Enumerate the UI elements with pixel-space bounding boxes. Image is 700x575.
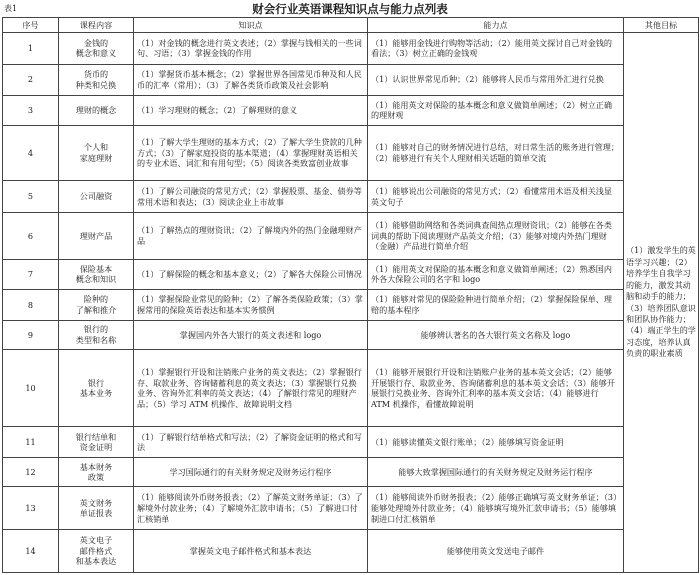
- table-row: [3, 530, 699, 573]
- row-topic: 公司融资: [59, 181, 134, 213]
- header-seq: 序号: [3, 18, 59, 33]
- header-ability: 能力点: [368, 18, 624, 33]
- other-goals: （1）激发学生的英语学习兴趣；（2）培养学生自我学习的能力，激发其动脑和动手的能力；（3）培养团队意识和团队协作能力；（4）端正学生的学习态度，培养认真负责的职业素质: [624, 33, 699, 573]
- row-ability: （1）能够说出公司融资的常见方式；（2）看懂常用术语及相关浅显英文句子: [368, 181, 624, 213]
- row-seq: 10: [3, 350, 59, 427]
- table-label: 表1: [4, 4, 18, 13]
- row-ability: （1）能够阅读外币财务报表；（2）能够正确填写英文财务单证；（3）能够处理境外付款业务；（4）能够填写境外汇款申请书；（5）能够填制进口付汇核销单: [368, 487, 624, 530]
- table-row: [3, 212, 699, 259]
- row-knowledge: （1）了解银行结单格式和写法；（2）了解资金证明的格式和写法: [134, 427, 368, 458]
- row-topic: 基本财务 政策: [59, 457, 134, 486]
- row-knowledge: （1）掌握货币基本概念；（2）掌握世界各国常见币种及和人民币的汇率（常用）；（3）了解各类货币政策及社会影响: [134, 64, 368, 96]
- row-knowledge: （1）了解大学生理财的基本方式；（2）了解大学生贷款的几种方式；（3）了解家庭投资的基本渠道；（4）掌握理财英语相关的专业术语、词汇和有用句型；（5）阅读各类致富创业故事: [134, 125, 368, 181]
- row-topic: 银行的 类型和名称: [59, 320, 134, 349]
- row-ability: （1）能够读懂英文银行账单；（2）能够填写资金证明: [368, 427, 624, 458]
- row-knowledge: （1）能够阅读外币财务报表；（2）了解英文财务单证；（3）了解境外付款业务；（4）了解境外汇款申请书；（5）了解进口付汇核销单: [134, 487, 368, 530]
- row-ability: 能够使用英文发送电子邮件: [368, 530, 624, 573]
- table-row: [3, 457, 699, 486]
- table-row: [3, 33, 699, 65]
- row-ability: （1）能用英文对保险的基本概念和意义做简单阐述；（2）熟悉国内外各大保险公司的名字和 logo: [368, 259, 624, 290]
- table-row: [3, 259, 699, 290]
- row-ability: （1）认识世界常见币种；（2）能够将人民币与常用外汇进行兑换: [368, 64, 624, 96]
- row-topic: 理财的概念: [59, 96, 134, 125]
- table-row: [3, 96, 699, 125]
- row-seq: 2: [3, 64, 59, 96]
- row-seq: 14: [3, 530, 59, 573]
- row-knowledge: （1）掌握银行开设和注销账户业务的英文表达；（2）掌握银行存、取款业务、咨询储蓄利息的英文表达；（3）掌握银行兑换业务、咨询外汇利率的英文表达；（4）了解银行常见的理财产品；（5）学习 ATM 机操作、故障说明文档: [134, 350, 368, 427]
- row-knowledge: 学习国际通行的有关财务规定及财务运行程序: [134, 457, 368, 486]
- table-row: [3, 64, 699, 96]
- row-ability: （1）能用英文对保险的基本概念和意义做简单阐述；（2）树立正确的理财观: [368, 96, 624, 125]
- row-ability: 能够辨认著名的各大银行英文名称及 logo: [368, 320, 624, 349]
- header-knowledge: 知识点: [134, 18, 368, 33]
- row-topic: 险种的 了解和推介: [59, 290, 134, 321]
- row-knowledge: （1）对金钱的概念进行英文表述；（2）掌握与钱相关的一些词句、习语；（3）掌握金钱的作用: [134, 33, 368, 65]
- row-seq: 13: [3, 487, 59, 530]
- row-topic: 货币的 种类和兑换: [59, 64, 134, 96]
- row-seq: 1: [3, 33, 59, 65]
- row-ability: （1）能够开展银行开设和注销账户业务的基本英文会话；（2）能够开展银行存、取款业务、咨询储蓄利息的基本英文会话；（3）能够开展银行兑换业务、咨询外汇利率的基本英文会话；（4）能够进行 ATM 机操作，看懂故障说明: [368, 350, 624, 427]
- table-row: [3, 350, 699, 427]
- row-knowledge: （1）了解公司融资的常见方式；（2）掌握股票、基金、债券等常用术语和表达；（3）阅读企业上市故事: [134, 181, 368, 213]
- row-topic: 英文电子 邮件格式 和基本表达: [59, 530, 134, 573]
- table-row: [3, 320, 699, 349]
- row-topic: 理财产品: [59, 212, 134, 259]
- table-row: [3, 427, 699, 458]
- row-seq: 6: [3, 212, 59, 259]
- row-ability: （1）能够借助网络和各类词典查阅热点理财资讯；（2）能够在各类词典的帮助下阅读理财产品英文介绍；（3）能够对境内外热门理财（金融）产品进行简单介绍: [368, 212, 624, 259]
- row-seq: 9: [3, 320, 59, 349]
- row-seq: 7: [3, 259, 59, 290]
- row-seq: 5: [3, 181, 59, 213]
- row-ability: （1）能够对自己的财务情况进行总结，对日常生活的账务进行管理；（2）能够进行有关个人理财相关话题的简单交流: [368, 125, 624, 181]
- table-row: [3, 181, 699, 213]
- row-ability: （1）能够用金钱进行购物等活动；（2）能用英文探讨自己对金钱的看法；（3）树立正确的金钱观: [368, 33, 624, 65]
- table-row: [3, 290, 699, 321]
- table-row: [3, 125, 699, 181]
- row-seq: 8: [3, 290, 59, 321]
- row-topic: 个人和 家庭理财: [59, 125, 134, 181]
- row-knowledge: 掌握英文电子邮件格式和基本表达: [134, 530, 368, 573]
- row-ability: （1）能够对常见的保险险种进行简单介绍；（2）掌握保险保单、理赔的基本程序: [368, 290, 624, 321]
- header-row: [3, 18, 699, 33]
- row-seq: 11: [3, 427, 59, 458]
- row-ability: 能够大致掌握国际通行的有关财务规定及财务运行程序: [368, 457, 624, 486]
- table-row: [3, 487, 699, 530]
- row-knowledge: （1）了解热点的理财资讯；（2）了解境内外的热门金融理财产品: [134, 212, 368, 259]
- row-seq: 4: [3, 125, 59, 181]
- row-knowledge: （1）掌握保险业常见的险种；（2）了解各类保险政策；（3）掌握常用的保险英语表达和基本实务惯例: [134, 290, 368, 321]
- header-topic: 课程内容: [59, 18, 134, 33]
- row-knowledge: 掌握国内外各大银行的英文表述和 logo: [134, 320, 368, 349]
- row-seq: 12: [3, 457, 59, 486]
- row-topic: 银行结单和 资金证明: [59, 427, 134, 458]
- row-knowledge: （1）了解保险的概念和基本意义；（2）了解各大保险公司情况: [134, 259, 368, 290]
- row-seq: 3: [3, 96, 59, 125]
- row-topic: 金钱的 概念和意义: [59, 33, 134, 65]
- header-other: 其他目标: [624, 18, 699, 33]
- table-title: 财会行业英语课程知识点与能力点列表: [252, 2, 448, 16]
- row-topic: 保险基本 概念和知识: [59, 259, 134, 290]
- knowledge-ability-table: [2, 17, 699, 573]
- row-topic: 英文财务 单证报表: [59, 487, 134, 530]
- row-knowledge: （1）学习理财的概念；（2）了解理财的意义: [134, 96, 368, 125]
- row-topic: 银行 基本业务: [59, 350, 134, 427]
